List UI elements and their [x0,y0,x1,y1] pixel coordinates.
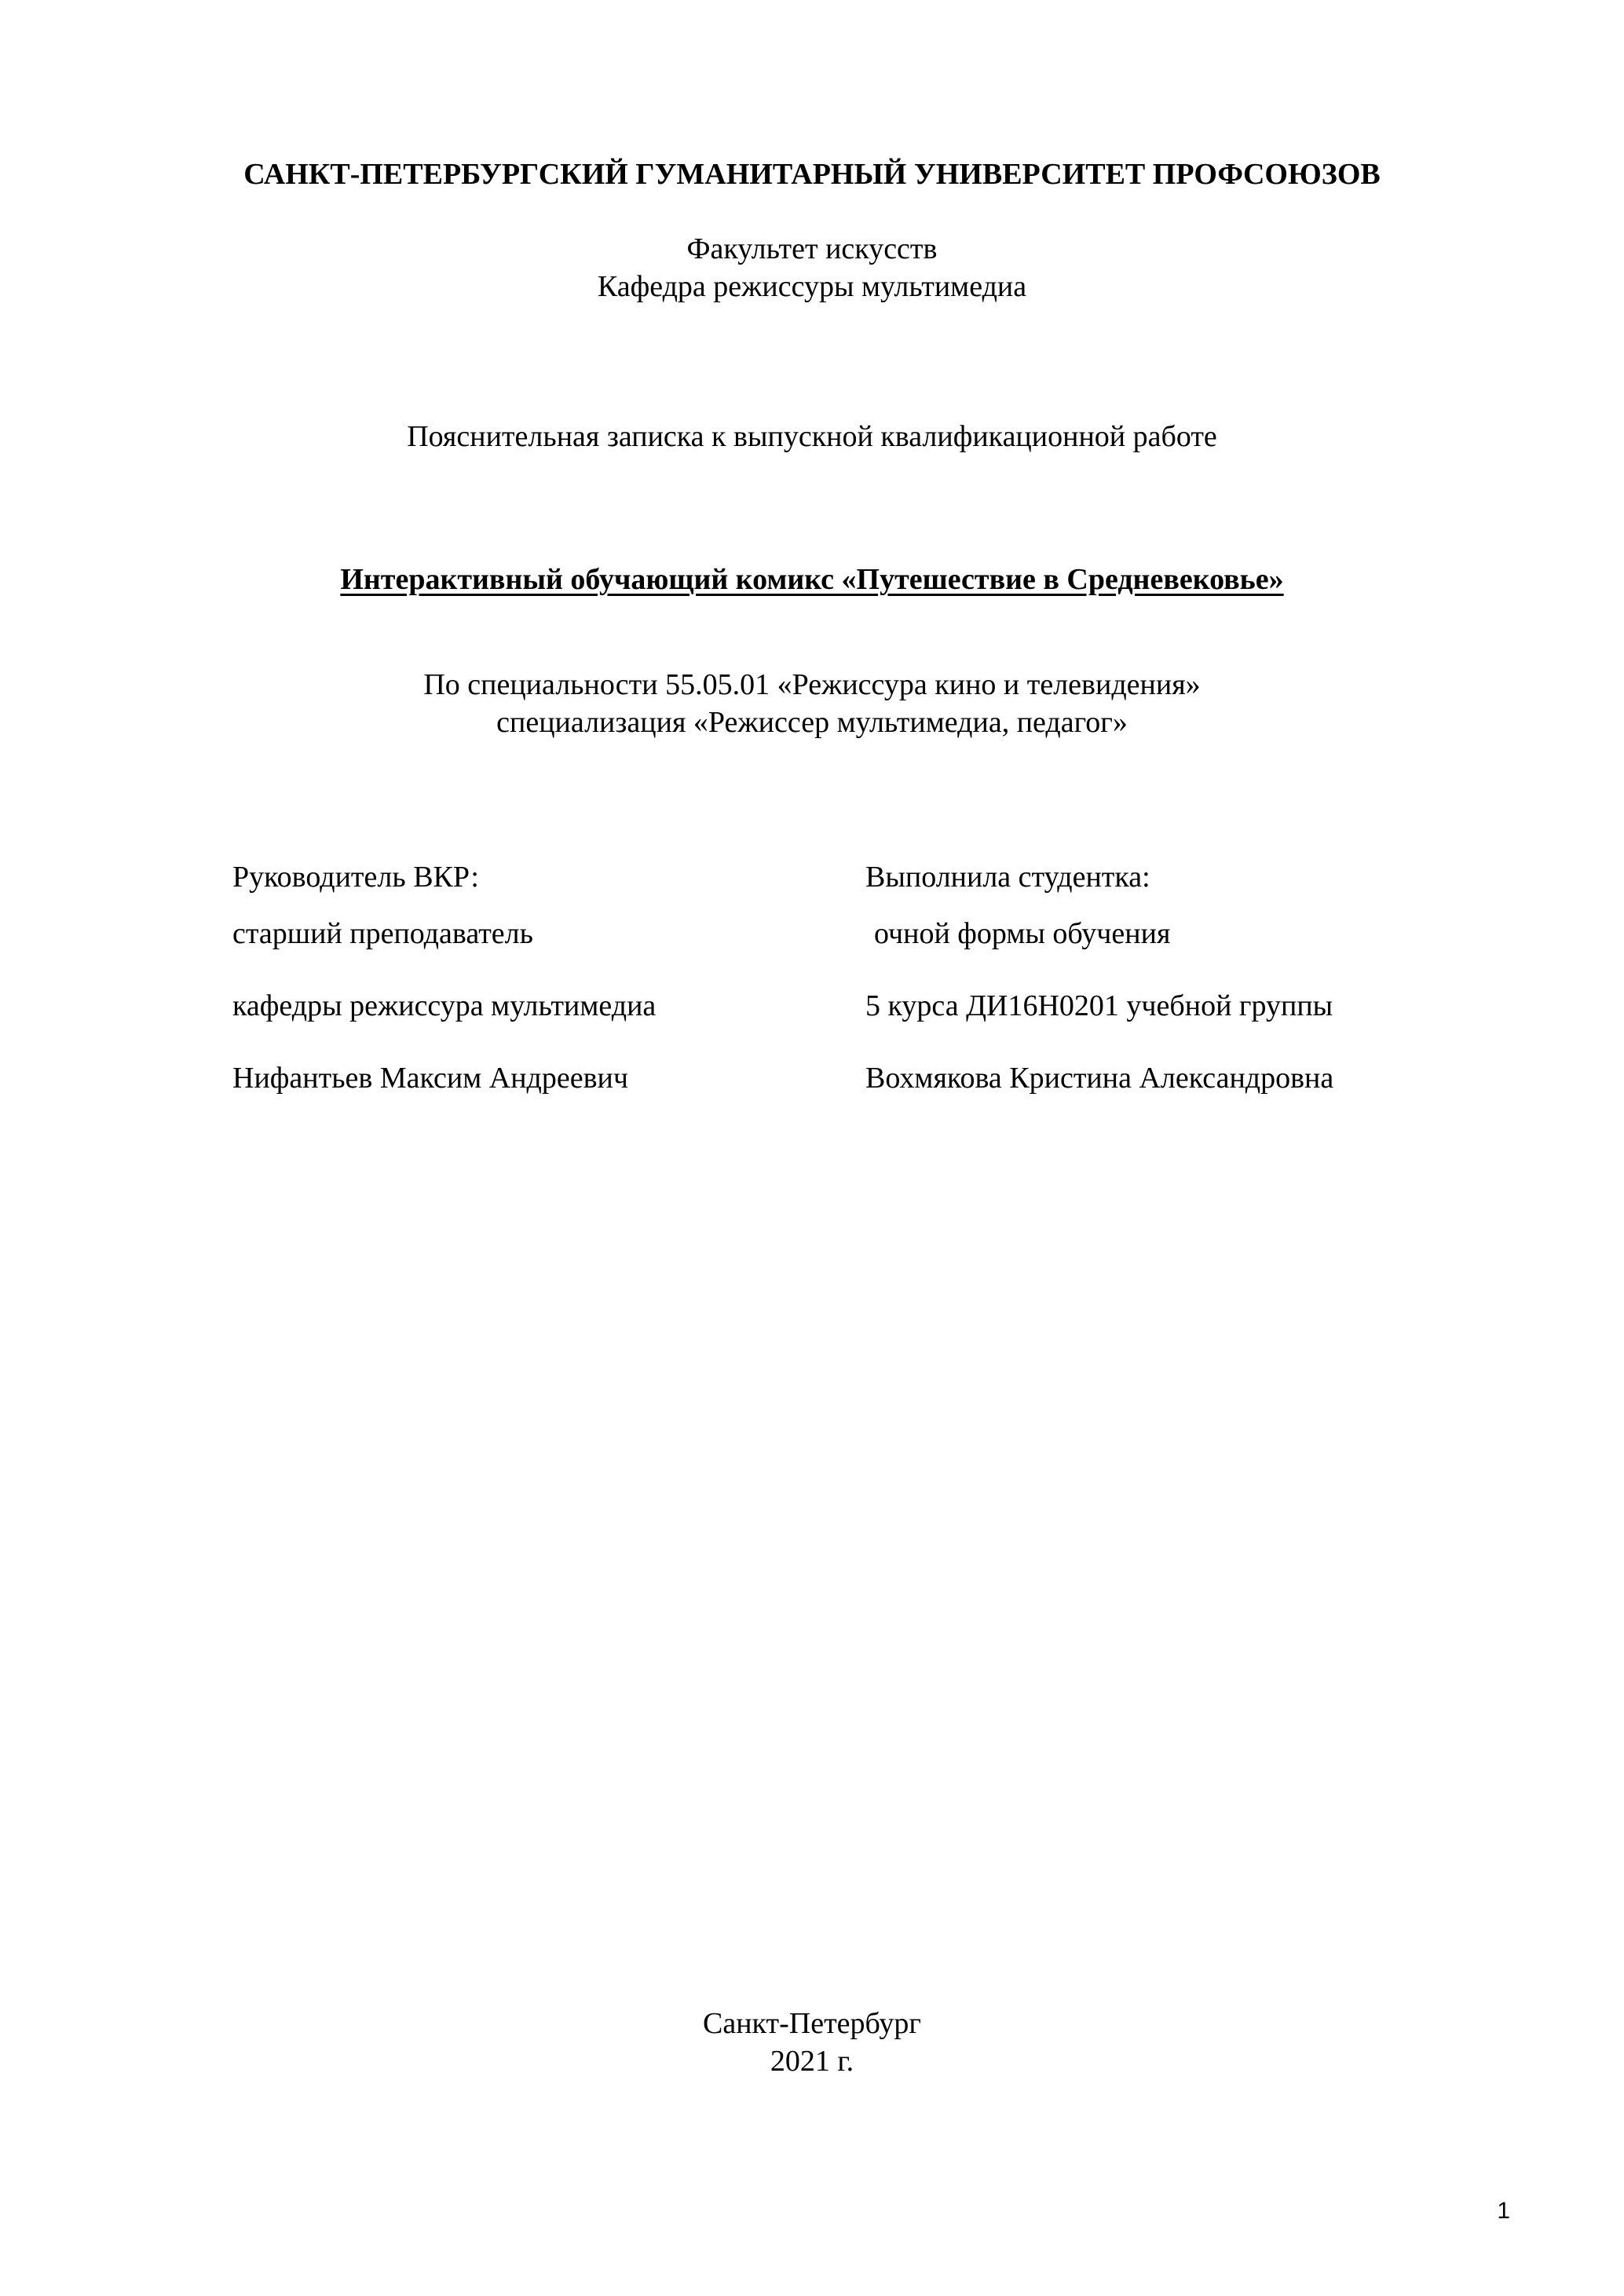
specialty-line: По специальности 55.05.01 «Режиссура кино и телевидения» [423,668,1201,701]
supervisor-label: Руководитель ВКР: [232,861,479,894]
year: 2021 г. [770,2045,854,2078]
city: Санкт-Петербург [702,2007,922,2040]
document-type: Пояснительная записка к выпускной квалификационной работе [407,420,1217,453]
supervisor-department: кафедры режиссура мультимедиа [232,989,657,1022]
student-name: Вохмякова Кристина Александровна [865,1062,1334,1095]
university-name: САНКТ-ПЕТЕРБУРГСКИЙ ГУМАНИТАРНЫЙ УНИВЕРСИТЕТ ПРОФСОЮЗОВ [243,158,1381,191]
specialization-line: специализация «Режиссер мультимедиа, педагог» [496,706,1128,739]
thesis-title [0,561,1624,598]
department-name: Кафедра режиссуры мультимедиа [597,270,1027,303]
page-number: 1 [1497,2198,1510,2224]
thesis-title-text: Интерактивный обучающий комикс «Путешествие в Средневековье» [340,563,1284,596]
student-study-form: очной формы обучения [874,917,1171,950]
supervisor-name: Нифантьев Максим Андреевич [232,1062,629,1095]
student-group: 5 курса ДИ16Н0201 учебной группы [865,989,1333,1022]
supervisor-position: старший преподаватель [232,917,533,950]
student-label: Выполнила студентка: [865,861,1150,894]
faculty-name: Факультет искусств [686,232,938,265]
